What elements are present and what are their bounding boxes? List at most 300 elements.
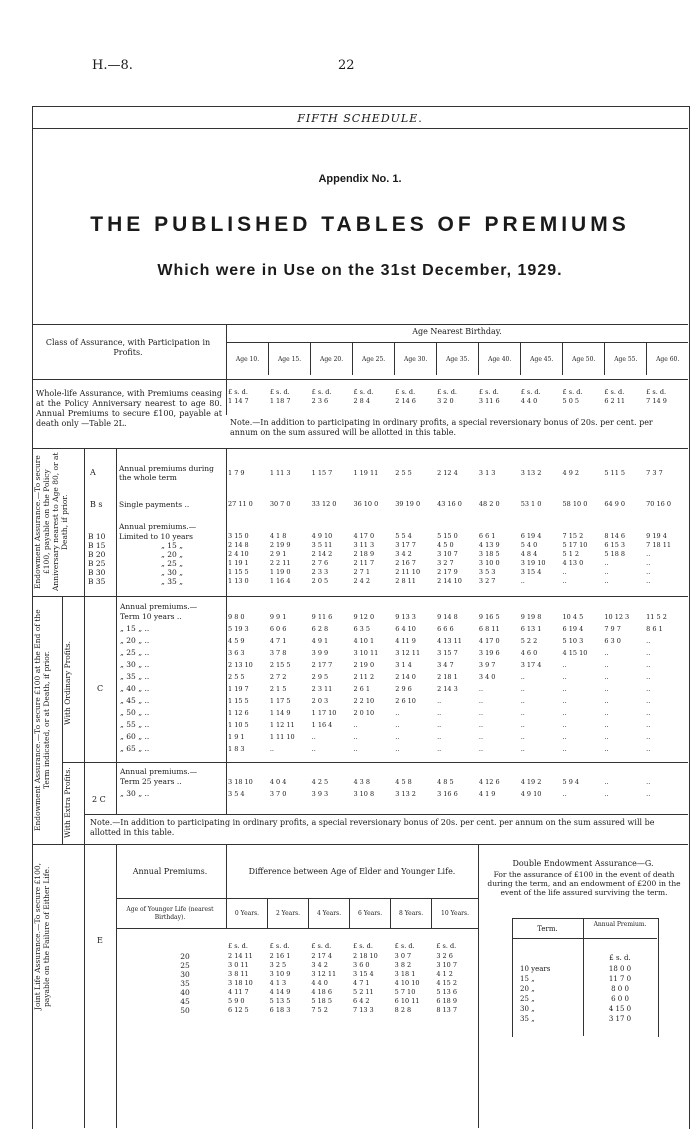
value-cell: .. [604,790,609,798]
joint-life-side-label: Joint Life Assurance.—To secure £100, payable on the Failure of Either Life. [33,863,51,1011]
value-cell: 9 9 1 [269,613,287,621]
value-cell: 2 9 5 [311,673,329,681]
value-cell: .. [646,577,651,585]
value-cell: .. [437,733,442,741]
value-cell: .. [604,721,609,729]
value-cell: 1 15 5 [228,568,249,576]
de-premium: 18 0 0 [608,965,632,973]
diff-col-1: 2 Years. [268,898,309,928]
whole-life-premiums [228,397,688,406]
value-cell: 4 9 10 [520,790,542,798]
de-term: 10 years [520,965,551,973]
value-cell: 1 7 9 [228,469,245,477]
value-cell: .. [562,568,567,576]
value-cell: 6 15 3 [604,541,626,549]
value-cell: .. [562,733,567,741]
code-a: A [90,468,96,477]
value-cell: 3 9 3 [311,790,329,798]
value-cell: 3 13 2 [395,790,416,798]
value-cell: 1 12 11 [269,721,295,729]
value-cell: 7 9 7 [604,625,621,633]
value-cell: £ s. d. [269,942,290,950]
age-header-9: Age 55. [605,343,647,375]
term-label: „ 40 „ .. [120,684,150,693]
a-label: Annual premiums during the whole term [119,464,214,482]
value-cell: 3 7 0 [269,790,287,798]
value-cell: 4 9 10 [311,532,333,540]
value-cell: 4 1 9 [478,790,496,798]
joint-life-lsd [228,942,478,951]
value-cell: 3 9 7 [478,661,496,669]
value-cell: .. [562,709,567,717]
value-cell: .. [646,778,651,786]
value-cell: 1 10 5 [228,721,249,729]
value-cell: 9 13 3 [395,613,416,621]
value-cell: 3 12 11 [395,649,421,657]
age-header-row [226,343,688,375]
de-term: 20 „ [520,985,535,993]
subtitle: Which were in Use on the 31st December, 1929. [157,262,563,279]
value-cell: 4 13 9 [478,541,500,549]
value-cell: 3 10 7 [436,961,458,969]
value-cell: 4 12 6 [478,778,500,786]
value-cell: 3 10 7 [437,550,458,558]
diff-col-2: 4 Years. [309,898,350,928]
value-cell: 8 14 6 [604,532,626,540]
endowment-term-side-label: Endowment Assurance.—To secure £100 at the End of the Term indicated, or at Death, if prior. [33,609,51,831]
value-cell: 2 3 11 [311,685,333,693]
value-cell: 6 18 3 [269,1006,291,1014]
value-cell: 2 9 6 [395,685,412,693]
value-cell: .. [646,568,651,576]
value-cell: 2 17 4 [311,952,333,960]
value-cell: 4 19 2 [520,778,542,786]
value-cell: 8 6 1 [646,625,663,633]
term-label: „ 55 „ .. [120,720,150,729]
value-cell: 58 10 0 [562,500,588,508]
b-label: Annual premiums.— [119,522,197,531]
de-premium: 11 7 0 [608,975,632,983]
value-cell: 3 2 7 [437,559,454,567]
value-cell: 3 17 7 [395,541,416,549]
value-cell: .. [562,661,567,669]
value-cell: 3 10 9 [269,970,291,978]
age-header-5: Age 35. [437,343,479,375]
value-cell: .. [437,745,442,753]
value-cell: 3 1 3 [478,469,496,477]
value-cell: 4 3 8 [353,778,370,786]
value-cell: 3 4 2 [311,961,328,969]
c-premiums [228,611,688,755]
value-cell: .. [604,778,609,786]
value-cell: .. [646,709,651,717]
bs-premiums [228,500,688,509]
value-cell: .. [269,745,274,753]
value-cell: 4 4 0 [520,397,538,405]
extra-profits-label: With Extra Profits. [63,767,72,839]
value-cell: 5 2 11 [353,988,374,996]
value-cell: 6 10 11 [394,997,420,1005]
whole-life-note: Note.—In addition to participating in ordinary profits, a special reversionary bonus of 20s. per cent. per annum on the sum assured will be allotted in this table. [230,418,653,437]
value-cell: 3 5 4 [228,790,245,798]
value-cell: 6 19 4 [562,625,584,633]
b-term: „ 20 „ [160,550,184,559]
value-cell: 2 17 9 [437,568,458,576]
younger-age-label: Age of Younger Life (nearest Birthday). [126,906,214,921]
value-cell: 5 2 2 [520,637,538,645]
value-cell: .. [520,721,525,729]
page-number: 22 [338,58,355,73]
whole-life-label: Whole-life Assurance, with Premiums ceasing at the Policy Anniversary nearest to age 80. Annual Premiums to secure £100, payable at death only —Table 2L. [36,389,222,428]
b-term: „ 30 „ [160,568,184,577]
value-cell: 3 18 1 [394,970,416,978]
value-cell: .. [395,733,400,741]
term-label: „ 25 „ .. [120,648,150,657]
b-term: „ 25 „ [160,559,184,568]
value-cell: 43 16 0 [437,500,462,508]
value-cell: .. [520,709,525,717]
class-header: Class of Assurance, with Participation in Profits. [45,338,211,357]
value-cell: 3 2 0 [437,397,454,405]
value-cell: 5 1 2 [562,550,580,558]
de-term: 30 „ [520,1005,535,1013]
value-cell: 3 8 11 [228,970,249,978]
value-cell: .. [646,697,651,705]
value-cell: £ s. d. [353,942,373,950]
b-code: B 10 [88,532,106,541]
value-cell: 6 2 11 [604,397,626,405]
value-cell: 6 18 9 [436,997,458,1005]
value-cell: £ s. d. [353,388,374,396]
b-term: „ 15 „ [160,541,184,550]
diff-col-0: 0 Years. [227,898,268,928]
value-cell: 64 9 0 [604,500,626,508]
term-label: „ 50 „ .. [120,708,150,717]
value-cell: 2 16 1 [269,952,291,960]
value-cell: 4 11 9 [395,637,416,645]
value-cell: 4 10 1 [353,637,375,645]
value-cell: 9 12 0 [353,613,375,621]
value-cell: 7 15 2 [562,532,584,540]
schedule-title: FIFTH SCHEDULE. [297,112,423,125]
value-cell: 3 19 6 [478,649,500,657]
diff-col-4: 8 Years. [391,898,432,928]
value-cell: 3 16 6 [437,790,458,798]
value-cell: 4 10 10 [394,979,420,987]
value-cell: 3 13 2 [520,469,542,477]
value-cell: .. [437,697,442,705]
value-cell: .. [604,673,609,681]
value-cell: .. [646,637,651,645]
value-cell: 5 19 3 [228,625,249,633]
b-code: B 15 [88,541,106,550]
value-cell: .. [353,733,358,741]
value-cell: £ s. d. [228,388,248,396]
value-cell: 4 8 4 [520,550,538,558]
value-cell: 3 18 10 [228,979,253,987]
value-cell: .. [646,685,651,693]
value-cell: £ s. d. [311,388,332,396]
de-term: 25 „ [520,995,535,1003]
value-cell: .. [604,568,609,576]
value-cell: 4 5 8 [395,778,412,786]
value-cell: 5 18 5 [311,997,333,1005]
joint-life-ages [170,952,200,1015]
value-cell: .. [395,721,400,729]
value-cell: 4 7 1 [269,637,287,645]
age-header-2: Age 20. [311,343,353,375]
value-cell: 1 14 9 [269,709,291,717]
value-cell: 4 15 2 [436,979,458,987]
value-cell: .. [311,745,316,753]
value-cell: .. [478,697,484,705]
term-label: Term 10 years .. [120,612,182,621]
value-cell: £ s. d. [478,388,499,396]
value-cell: 1 19 7 [228,685,249,693]
value-cell: .. [646,790,651,798]
value-cell: 2 16 7 [395,559,416,567]
age-header-3: Age 25. [353,343,395,375]
value-cell: 30 7 0 [269,500,291,508]
value-cell: 9 16 5 [478,613,500,621]
value-cell: 2 0 10 [353,709,375,717]
term-label: „ 45 „ .. [120,696,150,705]
value-cell: 7 3 7 [646,469,663,477]
value-cell: 1 11 10 [269,733,295,741]
value-cell: 2 4 2 [353,577,370,585]
value-cell: 39 19 0 [395,500,421,508]
value-cell: 6 6 1 [478,532,496,540]
value-cell: 6 4 10 [395,625,416,633]
value-cell: 1 15 7 [311,469,333,477]
younger-age: 20 [180,952,190,961]
a-premiums [228,469,688,478]
diff-col-3: 6 Years. [350,898,391,928]
value-cell: .. [562,673,567,681]
value-cell: 2 14 2 [311,550,333,558]
value-cell: 4 15 10 [562,649,588,657]
value-cell: 1 19 11 [353,469,379,477]
age-header-0: Age 10. [227,343,269,375]
value-cell: 5 7 10 [394,988,416,996]
value-cell: 2 8 4 [353,397,370,405]
b-code: B 20 [88,550,106,559]
value-cell: 4 9 1 [311,637,329,645]
value-cell: 3 1 4 [395,661,412,669]
value-cell: 2 4 10 [228,550,249,558]
value-cell: .. [353,745,358,753]
b-term: Limited to 10 years [119,532,193,541]
value-cell: 3 4 0 [478,673,496,681]
value-cell: 48 2 0 [478,500,500,508]
value-cell: 2 11 7 [353,559,375,567]
value-cell: 4 11 7 [228,988,249,996]
value-cell: 8 2 8 [394,1006,412,1014]
value-cell: .. [562,697,567,705]
value-cell: 2 5 5 [395,469,412,477]
value-cell: 3 0 7 [394,952,412,960]
term-label: „ 20 „ .. [120,636,150,645]
value-cell: .. [395,709,400,717]
value-cell: £ s. d. [269,388,290,396]
value-cell: 53 1 0 [520,500,542,508]
endowment-term-note: Note.—In addition to participating in ordinary profits, a special reversionary bonus of 20s. per cent. per annum on the sum assured will be allotted in this table. [90,818,655,837]
age-header-10: Age 60. [647,343,688,375]
value-cell: 2 15 5 [269,661,291,669]
value-cell: 10 4 5 [562,613,584,621]
value-cell: 3 19 10 [520,559,546,567]
value-cell: 9 14 8 [437,613,458,621]
value-cell: .. [604,697,609,705]
value-cell: 1 8 3 [228,745,245,753]
c-head: Annual premiums.— [120,602,198,611]
c2-head: Annual premiums.— [120,767,198,776]
code-2c: 2 C [92,795,106,804]
value-cell: .. [604,661,609,669]
premium-header: Annual Premium. [593,921,647,928]
value-cell: .. [520,733,525,741]
value-cell: 3 2 5 [269,961,287,969]
value-cell: 1 17 5 [269,697,291,705]
younger-age: 45 [180,997,190,1006]
value-cell: 4 5 0 [437,541,454,549]
value-cell: 2 7 2 [269,673,287,681]
value-cell: 4 14 9 [269,988,291,996]
value-cell: 2 3 6 [311,397,329,405]
value-cell: 3 12 11 [311,970,337,978]
value-cell: 9 11 6 [311,613,333,621]
value-cell: 3 6 0 [353,961,370,969]
value-cell: 2 14 8 [228,541,249,549]
value-cell: 2 6 1 [353,685,370,693]
value-cell: .. [646,550,651,558]
b-term: „ 35 „ [160,577,184,586]
value-cell: 3 4 2 [395,550,412,558]
value-cell: 3 9 9 [311,649,329,657]
age-header-6: Age 40. [479,343,521,375]
de-terms [520,964,582,1024]
value-cell: 3 10 0 [478,559,500,567]
value-cell: 11 5 2 [646,613,667,621]
value-cell: .. [478,733,484,741]
value-cell: 4 13 11 [437,637,462,645]
value-cell: 2 7 6 [311,559,329,567]
value-cell: 3 11 3 [353,541,375,549]
value-cell: 4 1 2 [436,970,453,978]
value-cell: 3 11 6 [478,397,500,405]
value-cell: 2 12 4 [437,469,458,477]
value-cell: .. [353,721,358,729]
value-cell: 6 13 1 [520,625,542,633]
page-ref: H.—8. [92,58,133,73]
younger-age: 50 [180,1006,190,1015]
value-cell: 5 13 6 [436,988,458,996]
value-cell: .. [437,721,442,729]
value-cell: 6 8 11 [478,625,500,633]
value-cell: 4 4 0 [311,979,328,987]
term-label: „ 30 „ .. [120,660,150,669]
value-cell: 6 19 4 [520,532,542,540]
value-cell: 2 2 11 [269,559,291,567]
age-header-7: Age 45. [521,343,563,375]
younger-age: 35 [180,979,190,988]
value-cell: 2 11 10 [395,568,421,576]
value-cell: 1 16 4 [269,577,291,585]
de-premium: 6 0 0 [611,995,629,1003]
value-cell: 2 18 1 [437,673,458,681]
value-cell: 2 0 3 [311,697,329,705]
value-cell: 1 9 1 [228,733,245,741]
value-cell: 3 0 11 [228,961,249,969]
endowment-death-side-label: Endowment Assurance.—To secure £100, payable on the Policy Anniversary nearest to Age 80, or at Death, if prior. [33,452,69,592]
de-premium: 3 17 0 [608,1015,632,1023]
b-code: B 25 [88,559,106,568]
term-label: „ 30 „ .. [120,789,150,798]
value-cell: .. [646,721,651,729]
value-cell: 6 3 5 [353,625,370,633]
value-cell: 3 18 10 [228,778,253,786]
value-cell: 4 1 8 [269,532,287,540]
value-cell: 5 17 10 [562,541,588,549]
value-cell: 1 17 10 [311,709,337,717]
term-label: Term 25 years .. [120,777,182,786]
value-cell: 4 6 0 [520,649,538,657]
code-bs: B s [90,500,103,509]
value-cell: 2 14 6 [395,397,416,405]
value-cell: 2 7 1 [353,568,370,576]
value-cell: .. [311,733,316,741]
value-cell: .. [478,745,484,753]
de-term: 15 „ [520,975,535,983]
value-cell: 3 10 8 [353,790,375,798]
de-premium: 4 15 0 [608,1005,632,1013]
value-cell: 6 0 6 [269,625,287,633]
value-cell: 3 15 0 [228,532,249,540]
value-cell: .. [604,577,609,585]
value-cell: £ s. d. [394,942,415,950]
value-cell: 2 19 0 [353,661,375,669]
value-cell: 70 16 0 [646,500,671,508]
de-premiums [584,964,656,1024]
value-cell: £ s. d. [436,942,457,950]
value-cell: 3 4 7 [437,661,454,669]
value-cell: .. [520,685,525,693]
value-cell: 27 11 0 [228,500,253,508]
value-cell: .. [520,697,525,705]
value-cell: £ s. d. [520,388,541,396]
value-cell: 5 11 5 [604,469,626,477]
double-endowment-title: Double Endowment Assurance—G. [512,859,654,868]
value-cell: 7 14 9 [646,397,667,405]
value-cell: 6 6 6 [437,625,454,633]
age-header-4: Age 30. [395,343,437,375]
value-cell: .. [646,733,651,741]
value-cell: 5 0 5 [562,397,580,405]
value-cell: 6 3 0 [604,637,621,645]
de-lsd: £ s. d. [609,954,631,962]
value-cell: 1 19 1 [228,559,249,567]
value-cell: 4 17 0 [478,637,500,645]
value-cell: .. [395,745,400,753]
value-cell: .. [604,649,609,657]
value-cell: 5 10 3 [562,637,584,645]
value-cell: 2 9 1 [269,550,287,558]
value-cell: £ s. d. [437,388,457,396]
value-cell: .. [562,790,567,798]
value-cell: 2 17 7 [311,661,333,669]
younger-age: 30 [180,970,190,979]
value-cell: .. [646,661,651,669]
